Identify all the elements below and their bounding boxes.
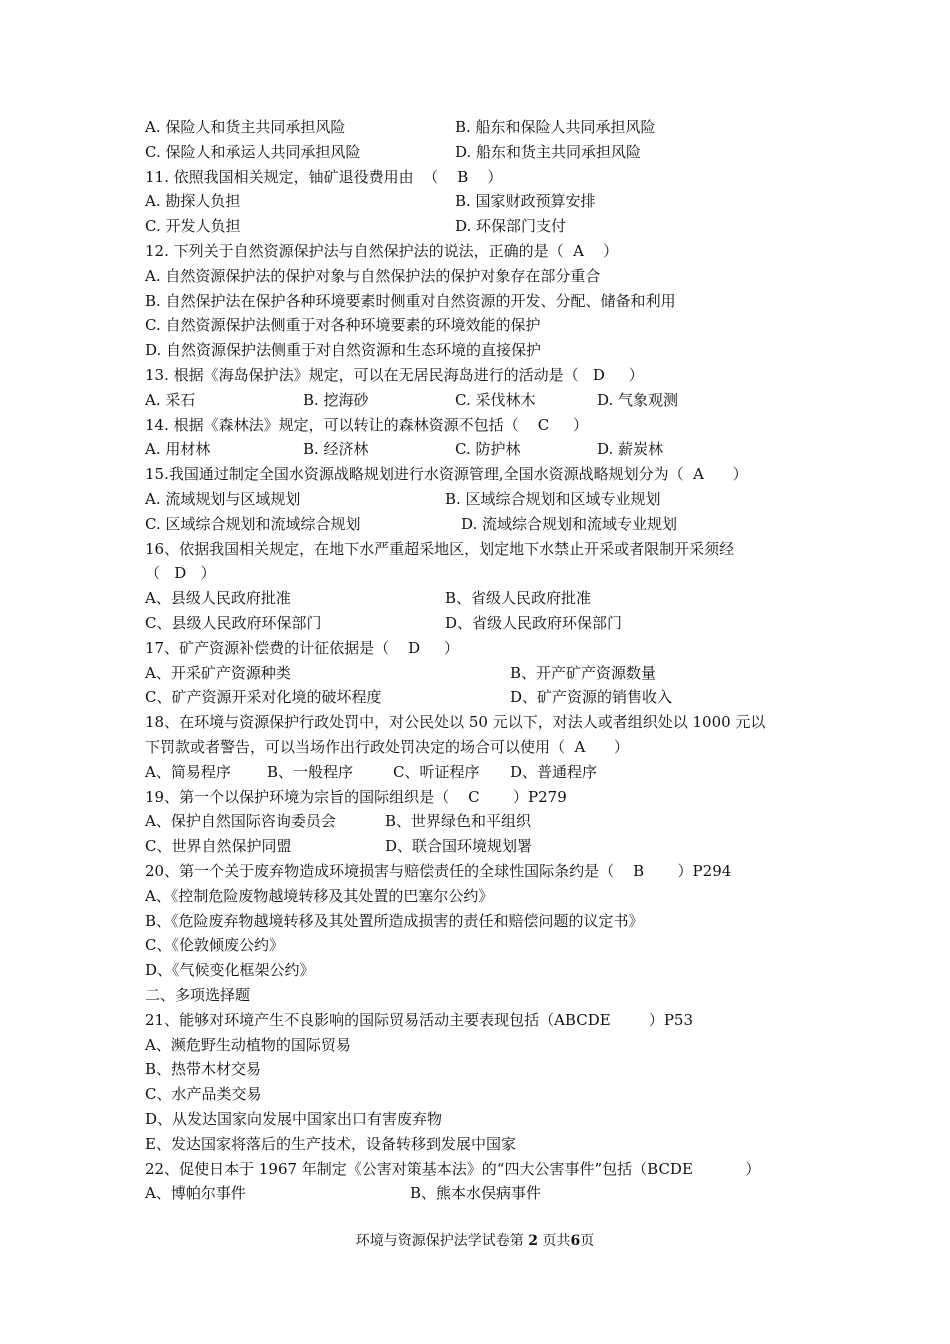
line-text: C、《伦敦倾废公约》 <box>145 936 284 955</box>
line-text: A. 自然资源保护法的保护对象与自然保护法的保护对象存在部分重合 <box>145 266 601 285</box>
line-text: C、水产品类交易 <box>145 1085 262 1104</box>
option-text: A、开采矿产资源种类 <box>145 663 291 682</box>
line-text: 20、第一个关于废弃物造成环境损害与赔偿责任的全球性国际条约是（ B ）P294 <box>145 862 732 880</box>
line-text: A、《控制危险废物越境转移及其处置的巴塞尔公约》 <box>145 886 494 905</box>
line-text: C. 自然资源保护法侧重于对各种环境要素的环境效能的保护 <box>145 316 541 335</box>
footer-page-number: 2 <box>528 1233 538 1249</box>
footer-prefix: 环境与资源保护法学试卷第 <box>355 1233 524 1249</box>
option-text: B. 经济林 <box>303 440 369 459</box>
option-text: A. 勘探人负担 <box>145 192 241 211</box>
line-text: 14. 根据《森林法》规定，可以转让的森林资源不包括（ C ） <box>145 415 589 434</box>
option-text: B、省级人民政府批准 <box>445 589 592 608</box>
option-text: B、世界绿色和平组织 <box>385 812 532 831</box>
line-text: 15.我国通过制定全国水资源战略规划进行水资源管理,全国水资源战略规划分为（ A ） <box>145 465 748 484</box>
line-text: 22、促使日本于 1967 年制定《公害对策基本法》的“四大公害事件”包括（BCDE ） <box>145 1159 761 1178</box>
option-text: D. 流域综合规划和流域专业规划 <box>461 514 678 533</box>
line-text: 17、矿产资源补偿费的计征依据是（ D ） <box>145 638 460 657</box>
option-text: A. 用材林 <box>145 440 211 459</box>
option-text: A. 流域规划与区域规划 <box>145 490 301 508</box>
line-text: D、从发达国家向发展中国家出口有害废弃物 <box>145 1110 443 1128</box>
option-text: B. 船东和保险人共同承担风险 <box>455 118 656 136</box>
option-text: C、矿产资源开采对化境的破坏程度 <box>145 688 382 707</box>
option-text: C. 开发人负担 <box>145 217 241 236</box>
line-text: 12. 下列关于自然资源保护法与自然保护法的说法，正确的是（ A ） <box>145 242 619 260</box>
line-text: B、热带木材交易 <box>145 1060 262 1079</box>
option-text: A、县级人民政府批准 <box>145 589 291 608</box>
option-text: D. 环保部门支付 <box>455 217 567 236</box>
option-text: D、联合国环境规划署 <box>385 837 533 856</box>
line-text: 16、依据我国相关规定，在地下水严重超采地区，划定地下水禁止开采或者限制开采须经 <box>145 539 735 558</box>
option-text: B、开产矿产资源数量 <box>510 663 657 682</box>
option-text: B、一般程序 <box>267 762 354 781</box>
line-text: 18、在环境与资源保护行政处罚中，对公民处以 50 元以下，对法人或者组织处以 1000 元以 <box>145 713 766 732</box>
option-text: D、省级人民政府环保部门 <box>445 614 623 632</box>
option-text: A. 保险人和货主共同承担风险 <box>145 118 346 136</box>
line-text: （ D ） <box>145 564 216 583</box>
line-text: D. 自然资源保护法侧重于对自然资源和生态环境的直接保护 <box>145 341 542 360</box>
line-text: 19、第一个以保护环境为宗旨的国际组织是（ C ）P279 <box>145 787 567 806</box>
line-text: E、发达国家将落后的生产技术，设备转移到发展中国家 <box>145 1134 516 1153</box>
option-text: B. 区域综合规划和区域专业规划 <box>445 490 661 508</box>
option-text: B、熊本水俣病事件 <box>410 1184 542 1203</box>
line-text: D、《气候变化框架公约》 <box>145 961 315 980</box>
option-text: A. 采石 <box>145 390 196 409</box>
option-text: D、矿产资源的销售收入 <box>510 688 673 707</box>
option-text: B. 挖海砂 <box>303 390 369 409</box>
line-text: B、《危险废弃物越境转移及其处置所造成损害的责任和赔偿问题的议定书》 <box>145 911 644 930</box>
option-text: D. 薪炭林 <box>597 440 664 459</box>
line-text: 21、能够对环境产生不良影响的国际贸易活动主要表现包括（ABCDE ）P53 <box>145 1010 694 1029</box>
line-text: 11. 依照我国相关规定，铀矿退役费用由 （ B ） <box>145 167 503 186</box>
page-footer <box>0 1232 950 1250</box>
option-text: C. 保险人和承运人共同承担风险 <box>145 142 361 161</box>
option-text: C. 采伐林木 <box>455 390 536 409</box>
line-text: 二、多项选择题 <box>145 986 251 1004</box>
footer-middle: 页共 <box>542 1233 571 1249</box>
option-text: C、听证程序 <box>393 762 480 781</box>
option-text: D. 船东和货主共同承担风险 <box>455 142 642 161</box>
option-text: D、普通程序 <box>510 762 598 781</box>
option-text: D. 气象观测 <box>597 390 679 409</box>
option-text: C、世界自然保护同盟 <box>145 837 292 856</box>
footer-total-pages: 6 <box>570 1233 581 1249</box>
option-text: A、博帕尔事件 <box>145 1184 246 1203</box>
line-text: B. 自然保护法在保护各种环境要素时侧重对自然资源的开发、分配、储备和利用 <box>145 291 676 310</box>
option-text: C、县级人民政府环保部门 <box>145 614 322 632</box>
option-text: A、简易程序 <box>145 762 231 781</box>
footer-suffix: 页 <box>580 1233 595 1249</box>
line-text: A、濒危野生动植物的国际贸易 <box>145 1035 351 1054</box>
line-text: 下罚款或者警告，可以当场作出行政处罚决定的场合可以使用（ A ） <box>145 738 629 756</box>
option-text: C. 防护林 <box>455 440 521 459</box>
option-text: C. 区域综合规划和流域综合规划 <box>145 514 361 533</box>
option-text: B. 国家财政预算安排 <box>455 192 596 211</box>
line-text: 13. 根据《海岛保护法》规定，可以在无居民海岛进行的活动是（ D ） <box>145 366 644 384</box>
option-text: A、保护自然国际咨询委员会 <box>145 812 336 831</box>
